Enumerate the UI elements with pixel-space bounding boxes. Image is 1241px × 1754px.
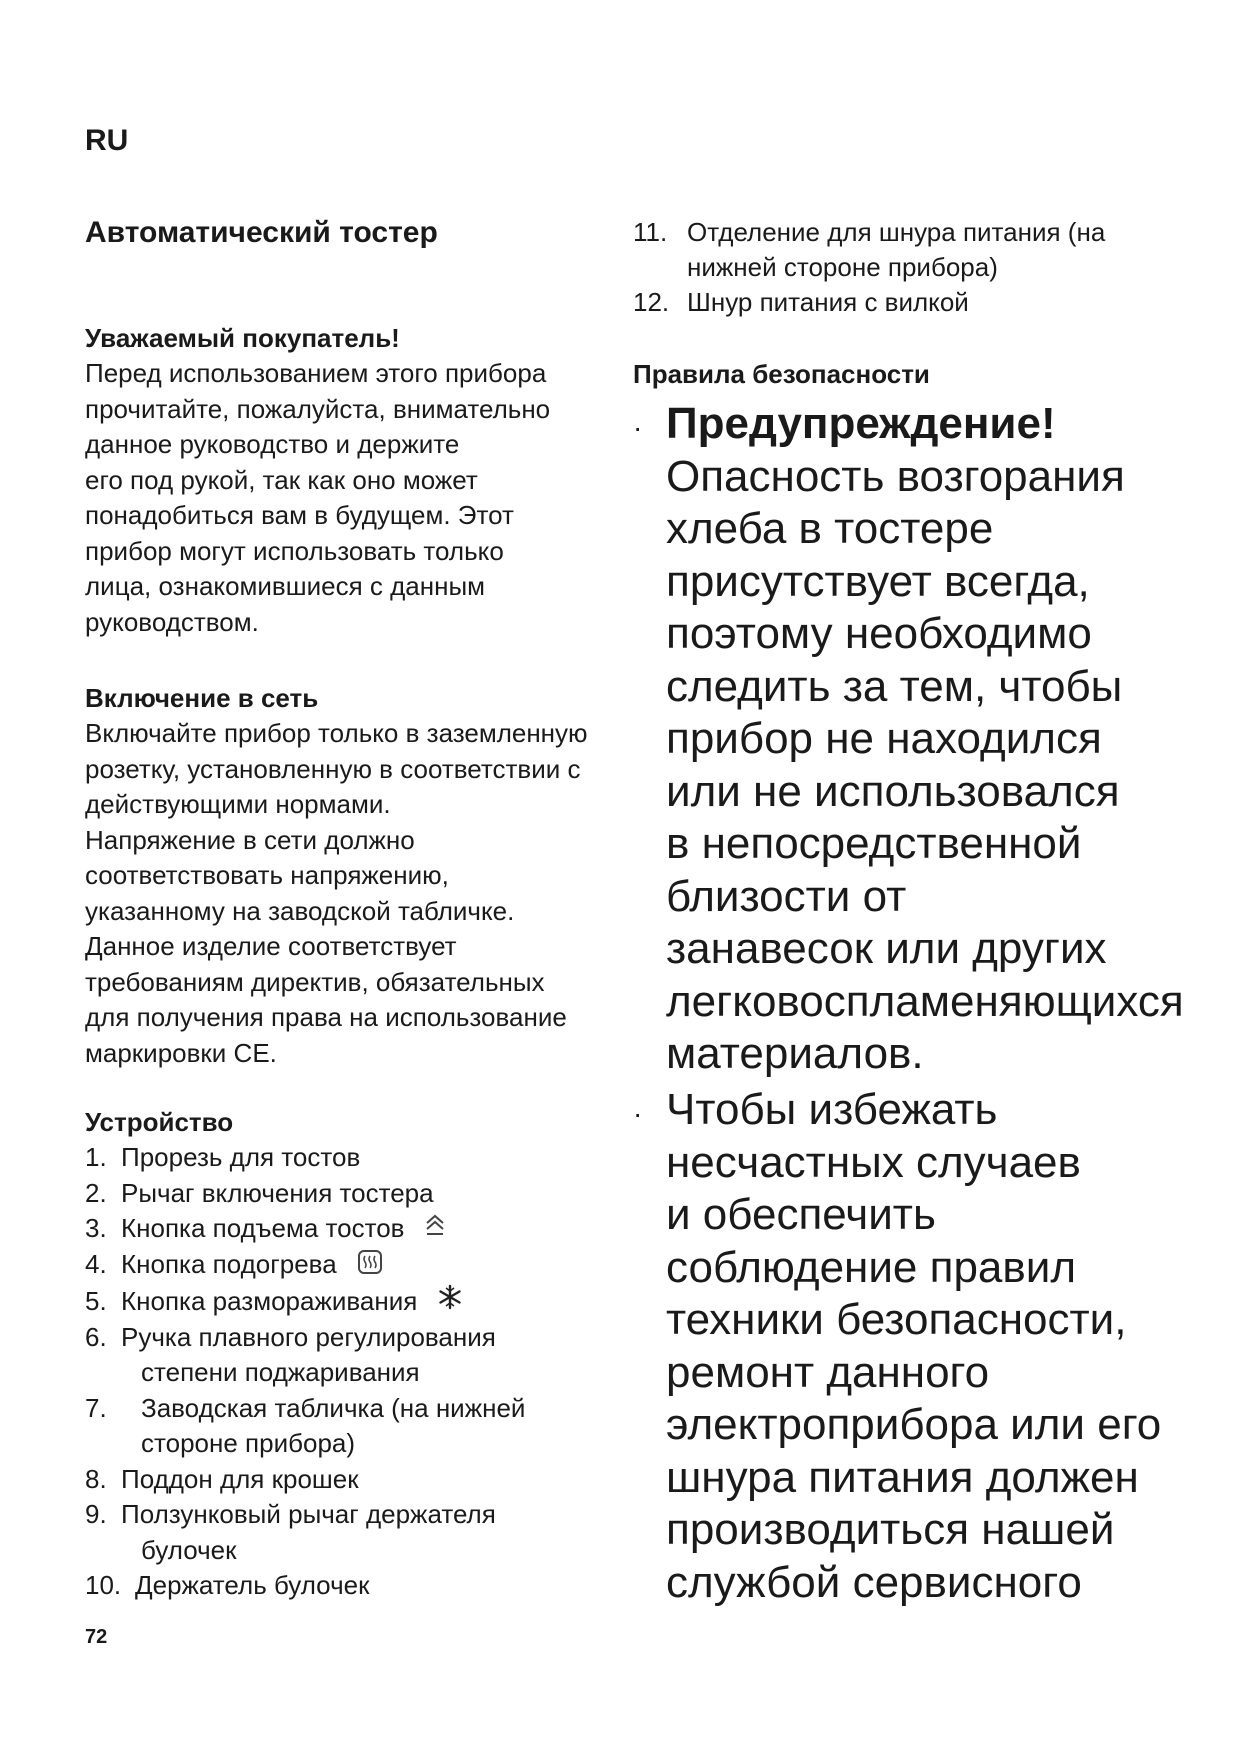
text-line: Чтобы избежать (666, 1085, 998, 1134)
list-item (85, 1211, 605, 1247)
text-line: техники безопасности, (666, 1295, 1127, 1344)
text-line: Опасность возгорания (666, 451, 1125, 501)
text-line: производиться нашей (666, 1505, 1115, 1554)
item-number: 12. (633, 287, 670, 317)
text-line: требованиям директив, обязательных (85, 966, 545, 997)
list-item (85, 1284, 605, 1320)
text-line: близости от (666, 871, 907, 921)
safety-warning-block (633, 398, 1241, 1081)
text-line: прочитайте, пожалуйста, внимательно (85, 393, 551, 424)
item-number: 10. (85, 1570, 122, 1600)
text-line: соблюдение правил (666, 1242, 1077, 1292)
item-text: Шнур питания с вилкой (687, 287, 969, 317)
item-text: Поддон для крошек (121, 1463, 359, 1494)
text-line: поэтому необходимо (666, 609, 1092, 658)
list-item (85, 1462, 605, 1498)
safety-section (633, 356, 1233, 392)
list-item (85, 1320, 605, 1391)
bullet: · (633, 1098, 643, 1129)
text-line: ремонт данного (666, 1347, 990, 1397)
text-line: указанному на заводской табличке. (85, 895, 515, 926)
device-parts-list-continued (633, 215, 1233, 320)
device-section (85, 1104, 605, 1604)
dear-customer-heading: Уважаемый покупатель! (85, 323, 400, 353)
language-code: RU (85, 124, 129, 157)
text-line: Напряжение в сети должно (85, 824, 415, 855)
item-number: 11. (633, 217, 668, 247)
text-line: прибор могут использовать только (85, 535, 504, 566)
list-item (85, 1497, 605, 1568)
text-line: в непосредственной (666, 819, 1082, 868)
safety-heading: Правила безопасности (633, 359, 930, 389)
text-line: и обеспечить (666, 1190, 936, 1239)
text-line: Включайте прибор только в заземленную (85, 718, 588, 748)
text-line: лица, ознакомившиеся с данным (85, 571, 486, 601)
text-line: руководством. (85, 606, 259, 637)
page-title: Автоматический тостер (85, 216, 438, 249)
list-item (85, 1140, 605, 1176)
text-line: для получения права на использование (85, 1002, 567, 1032)
text-line: службой сервисного (666, 1557, 1082, 1607)
snowflake-icon (437, 1284, 463, 1320)
power-heading: Включение в сеть (85, 683, 319, 713)
text-line: хлеба в тостере (666, 504, 994, 553)
warning-label: Предупреждение! (666, 399, 1056, 448)
list-item (633, 215, 1233, 285)
item-number: 1. (85, 1142, 107, 1172)
text-line: Перед использованием этого прибора (85, 358, 547, 388)
item-text: Ручка плавного регулирования (121, 1321, 496, 1352)
item-text-continued: стороне прибора) (141, 1428, 356, 1458)
reheat-icon (357, 1247, 383, 1285)
list-item (85, 1391, 605, 1462)
power-section (85, 680, 605, 1071)
item-text: Рычаг включения тостера (121, 1177, 434, 1208)
power-text (85, 716, 605, 1071)
text-line: материалов. (666, 1029, 924, 1078)
list-item (85, 1568, 605, 1604)
text-line: его под рукой, так как оно может (85, 464, 478, 495)
item-text: Кнопка подъема тостов (121, 1213, 405, 1243)
text-line: прибор не находился (666, 714, 1102, 763)
dear-customer-section (85, 320, 605, 640)
text-line: действующими нормами. (85, 789, 391, 819)
bullet: · (633, 412, 643, 443)
text-line: электроприбора или его (666, 1400, 1162, 1449)
item-number: 3. (85, 1213, 107, 1243)
text-line: розетку, установленную в соответствии с (85, 753, 581, 784)
text-line: занавесок или других (666, 924, 1107, 973)
device-list-continued (633, 215, 1233, 320)
text-line: несчастных случаев (666, 1137, 1081, 1187)
item-text-continued: степени поджаривания (141, 1357, 420, 1387)
list-item (85, 1247, 605, 1285)
text-line: соответствовать напряжению, (85, 860, 449, 890)
text-line: понадобиться вам в будущем. Этот (85, 500, 514, 530)
list-item (85, 1176, 605, 1212)
item-text: Отделение для шнура питания (на (687, 217, 1106, 247)
lift-arrow-icon (424, 1211, 446, 1247)
item-number: 8. (85, 1463, 107, 1494)
text-line: шнура питания должен (666, 1452, 1139, 1502)
device-heading: Устройство (85, 1107, 234, 1137)
dear-customer-text (85, 356, 605, 640)
item-number: 7. (85, 1392, 107, 1423)
item-text: Кнопка размораживания (121, 1286, 418, 1316)
text-line: легковоспламеняющихся (666, 976, 1184, 1026)
text-line: присутствует всегда, (666, 556, 1090, 606)
text-line: данное руководство и держите (85, 429, 460, 459)
item-number: 5. (85, 1286, 107, 1316)
item-number: 6. (85, 1321, 107, 1352)
item-text-continued: булочек (141, 1534, 237, 1565)
text-line: Данное изделие соответствует (85, 931, 457, 961)
list-item (633, 285, 1233, 320)
item-text: Прорезь для тостов (121, 1142, 361, 1172)
item-text-continued: нижней стороне прибора) (687, 252, 998, 282)
item-number: 9. (85, 1499, 107, 1529)
page-number: 72 (85, 1626, 108, 1648)
item-text: Кнопка подогрева (121, 1248, 337, 1279)
item-text: Ползунковый рычаг держателя (121, 1499, 496, 1529)
item-number: 4. (85, 1248, 107, 1279)
safety-repair-block (633, 1084, 1241, 1609)
item-text: Заводская табличка (на нижней (141, 1392, 526, 1423)
item-text: Держатель булочек (135, 1570, 370, 1600)
text-line: или не использовался (666, 766, 1120, 816)
device-parts-list (85, 1140, 605, 1604)
item-number: 2. (85, 1177, 107, 1208)
text-line: следить за тем, чтобы (666, 661, 1123, 711)
text-line: маркировки CE. (85, 1037, 277, 1068)
